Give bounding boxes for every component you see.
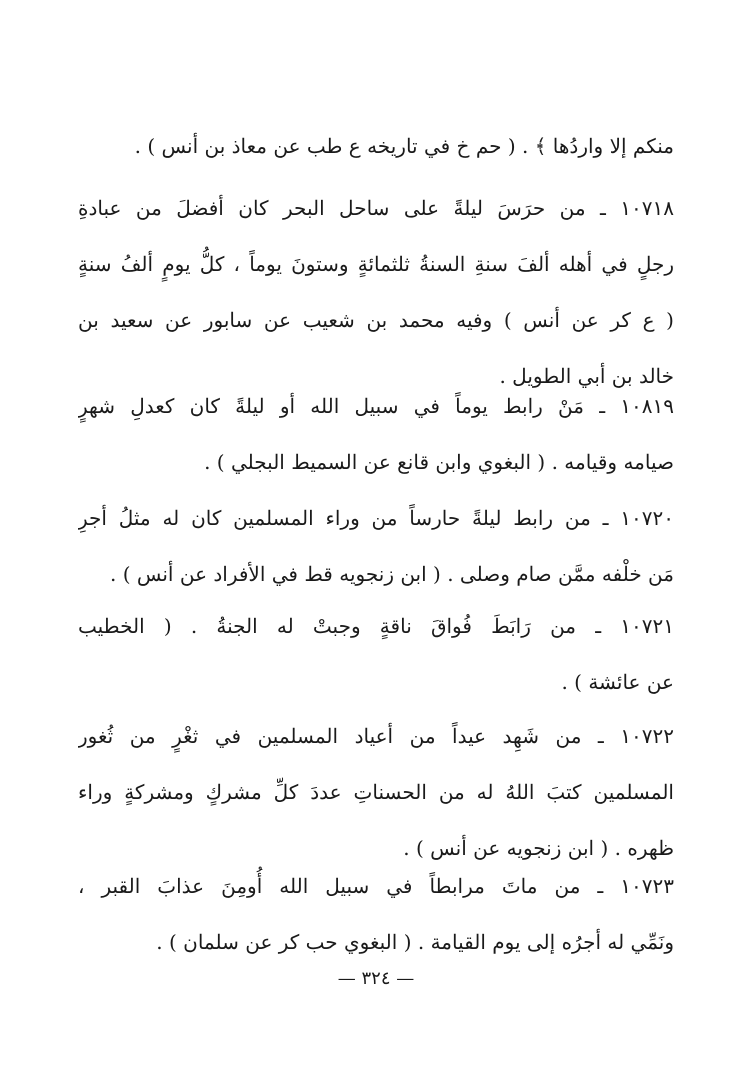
text-line: منكم إلا واردُها ﴾ . ( حم خ في تاريخه ع طب عن معاذ بن أنس ) . — [134, 134, 674, 158]
paragraph-hadith-10819 — [78, 378, 674, 490]
text-line: ١٠٧٢١ ـ من رَابَطَ فُواقَ ناقةٍ وجبتْ له الجنةُ . ( الخطيب — [78, 614, 674, 638]
text-line: ونَمِّي له أجرُه إلى يوم القيامة . ( البغوي حب كر عن سلمان ) . — [156, 930, 674, 954]
paragraph-hadith-10720 — [78, 490, 674, 602]
text-line: ١٠٨١٩ ـ مَنْ رابط يوماً في سبيل الله أو ليلةً كان كعدلِ شهرٍ — [78, 394, 674, 418]
text-line: ١٠٧٢٢ ـ من شَهِد عيداً من أعياد المسلمين في ثغْرٍ من ثُغور — [78, 724, 674, 748]
text-line: ١٠٧١٨ ـ من حرَسَ ليلةً على ساحل البحر كان أفضلَ من عبادةِ — [78, 196, 674, 220]
text-line: ١٠٧٢٠ ـ من رابط ليلةً حارساً من وراء المسلمين كان له مثلُ أجرِ — [78, 506, 674, 530]
text-line: صيامه وقيامه . ( البغوي وابن قانع عن السميط البجلي ) . — [204, 450, 674, 474]
page-number: — ٣٢٤ — — [337, 968, 415, 989]
text-line: خالد بن أبي الطويل . — [499, 364, 674, 388]
paragraph-continuation — [78, 118, 674, 174]
text-line: رجلٍ في أهله ألفَ سنةِ السنةُ ثلثمائةٍ وستونَ يوماً ، كلُّ يومٍ ألفُ سنةٍ — [78, 252, 674, 276]
text-line: عن عائشة ) . — [561, 670, 674, 694]
text-line: مَن خلْفه ممَّن صام وصلى . ( ابن زنجويه قط في الأفراد عن أنس ) . — [109, 562, 674, 586]
text-line: ١٠٧٢٣ ـ من ماتَ مرابطاً في سبيل الله أُومِنَ عذابَ القبر ، — [78, 874, 674, 898]
text-line: المسلمين كتبَ اللهُ له من الحسناتِ عددَ كلِّ مشركٍ ومشركةٍ وراء — [78, 780, 674, 804]
paragraph-hadith-10722 — [78, 708, 674, 876]
paragraph-hadith-10723 — [78, 858, 674, 970]
text-line: ( ع كر عن أنس ) وفيه محمد بن شعيب عن سابور عن سعيد بن — [78, 308, 674, 332]
paragraph-hadith-10721 — [78, 598, 674, 710]
paragraph-hadith-10718 — [78, 180, 674, 404]
text-line: ظهره . ( ابن زنجويه عن أنس ) . — [403, 836, 674, 860]
